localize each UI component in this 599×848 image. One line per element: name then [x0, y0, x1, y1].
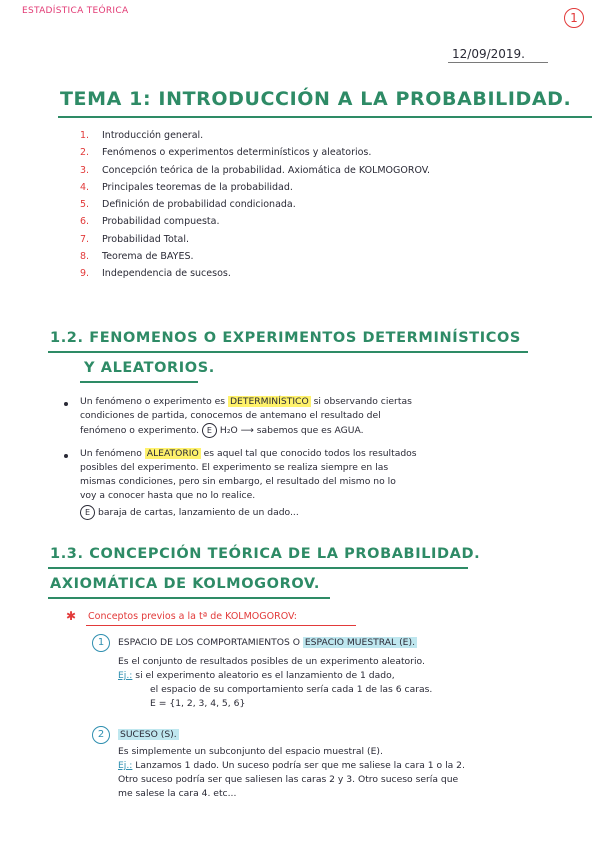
text-span: H₂O ⟶ sabemos que es AGUA. — [219, 425, 364, 436]
toc-number: 3. — [80, 164, 90, 176]
bullet-random — [80, 447, 417, 520]
text-span: es aquel tal que conocido todos los resultados — [203, 448, 417, 459]
highlight-aleatorio: ALEATORIO — [146, 448, 199, 459]
section-13-title-line1: 1.3. CONCEPCIÓN TEÓRICA DE LA PROBABILIDAD. — [50, 546, 481, 562]
text-line: Es el conjunto de resultados posibles de un experimento aleatorio. — [118, 656, 425, 667]
text-line: posibles del experimento. El experimento se realiza siempre en las — [80, 462, 389, 473]
tema1-title-underline — [58, 116, 592, 118]
toc-number: 7. — [80, 233, 90, 245]
text-line: Otro suceso podría ser que saliesen las caras 2 y 3. Otro suceso sería que — [118, 774, 459, 785]
bullet-dot — [64, 454, 68, 458]
concepts-heading: Conceptos previos a la tª de KOLMOGOROV: — [88, 611, 297, 622]
toc-item — [80, 199, 430, 216]
text-span: si observando ciertas — [313, 396, 412, 407]
section-12-underline-1 — [48, 351, 528, 353]
toc-number: 2. — [80, 147, 90, 159]
text-span: baraja de cartas, lanzamiento de un dado... — [98, 507, 299, 518]
highlight-deterministico: DETERMINÍSTICO — [229, 396, 309, 407]
toc-text: Principales teoremas de la probabilidad. — [102, 181, 293, 193]
text-line: voy a conocer hasta que no lo realice. — [80, 490, 256, 501]
text-line: condiciones de partida, conocemos de antemano el resultado del — [80, 410, 381, 421]
number-circle-2: 2 — [92, 726, 110, 744]
text-line: el espacio de su comportamiento sería cada 1 de las 6 caras. — [150, 684, 433, 695]
toc-item — [80, 147, 430, 164]
section-13-underline-1 — [48, 567, 468, 569]
text-span: Lanzamos 1 dado. Un suceso podría ser que me saliese la cara 1 o la 2. — [135, 760, 465, 771]
asterisk-icon: ✱ — [66, 609, 77, 623]
toc-item — [80, 130, 430, 147]
text-line: E = {1, 2, 3, 4, 5, 6} — [150, 698, 246, 709]
example-label: Ej.: — [118, 670, 133, 681]
toc-text: Introducción general. — [102, 130, 204, 141]
text-line: Es simplemente un subconjunto del espacio muestral (E). — [118, 746, 383, 757]
text-span: si el experimento aleatorio es el lanzamiento de 1 dado, — [135, 670, 395, 681]
section-13-title-line2: AXIOMÁTICA DE KOLMOGOROV. — [50, 576, 320, 592]
toc-text: Definición de probabilidad condicionada. — [102, 199, 296, 211]
subject-header: ESTADÍSTICA TEÓRICA — [22, 6, 129, 16]
text-line — [80, 505, 417, 520]
highlight-espacio-muestral: ESPACIO MUESTRAL (E). — [304, 637, 415, 648]
section-12-title-line2: Y ALEATORIOS. — [84, 360, 215, 376]
toc-number: 4. — [80, 181, 90, 193]
item2-heading — [118, 729, 179, 740]
number-circle-1: 1 — [92, 634, 110, 652]
toc-text: Teorema de BAYES. — [102, 251, 194, 263]
page-number: 1 — [564, 8, 584, 28]
toc-number: 6. — [80, 216, 90, 228]
text-span: fenómeno o experimento. — [80, 425, 199, 436]
text-line — [118, 759, 465, 773]
section-12-underline-2 — [80, 381, 198, 383]
bullet-dot — [64, 402, 68, 406]
toc-number: 8. — [80, 251, 90, 263]
text-line: me salese la cara 4. etc... — [118, 788, 237, 799]
toc-text: Independencia de sucesos. — [102, 268, 231, 280]
item2-body — [118, 745, 465, 801]
toc-text: Concepción teórica de la probabilidad. Axiomática de KOLMOGOROV. — [102, 164, 431, 176]
text-line — [80, 423, 412, 438]
text-span: ESPACIO DE LOS COMPORTAMIENTOS O — [118, 637, 300, 648]
toc-text: Probabilidad compuesta. — [102, 216, 220, 228]
toc-item — [80, 268, 430, 285]
toc-number: 1. — [80, 130, 90, 141]
table-of-contents — [80, 130, 430, 286]
toc-text: Probabilidad Total. — [102, 233, 189, 245]
example-circle-icon: E — [202, 423, 217, 438]
toc-item — [80, 251, 430, 268]
date: 12/09/2019. — [452, 47, 525, 61]
toc-item — [80, 182, 430, 199]
date-underline — [448, 62, 548, 63]
section-13-underline-2 — [48, 597, 330, 599]
text-span: Un fenómeno — [80, 448, 142, 459]
toc-item — [80, 216, 430, 233]
item1-body — [118, 655, 432, 711]
section-12-title-line1: 1.2. FENOMENOS O EXPERIMENTOS DETERMINÍSTICOS — [50, 330, 521, 346]
toc-item — [80, 165, 430, 182]
text-line — [80, 395, 412, 409]
item1-heading — [118, 637, 417, 648]
example-label: Ej.: — [118, 760, 133, 771]
text-line — [118, 669, 432, 683]
text-line — [80, 447, 417, 461]
bullet-deterministic — [80, 395, 412, 438]
text-span: Un fenómeno o experimento es — [80, 396, 226, 407]
highlight-suceso: SUCESO (S). — [120, 729, 177, 740]
toc-number: 9. — [80, 268, 90, 280]
toc-item — [80, 234, 430, 251]
tema1-title: TEMA 1: INTRODUCCIÓN A LA PROBABILIDAD. — [60, 88, 572, 110]
toc-text: Fenómenos o experimentos determinísticos y aleatorios. — [102, 147, 372, 159]
toc-number: 5. — [80, 199, 90, 211]
text-line: mismas condiciones, pero sin embargo, el resultado del mismo no lo — [80, 476, 396, 487]
example-circle-icon: E — [80, 505, 95, 520]
concepts-underline — [86, 625, 356, 626]
